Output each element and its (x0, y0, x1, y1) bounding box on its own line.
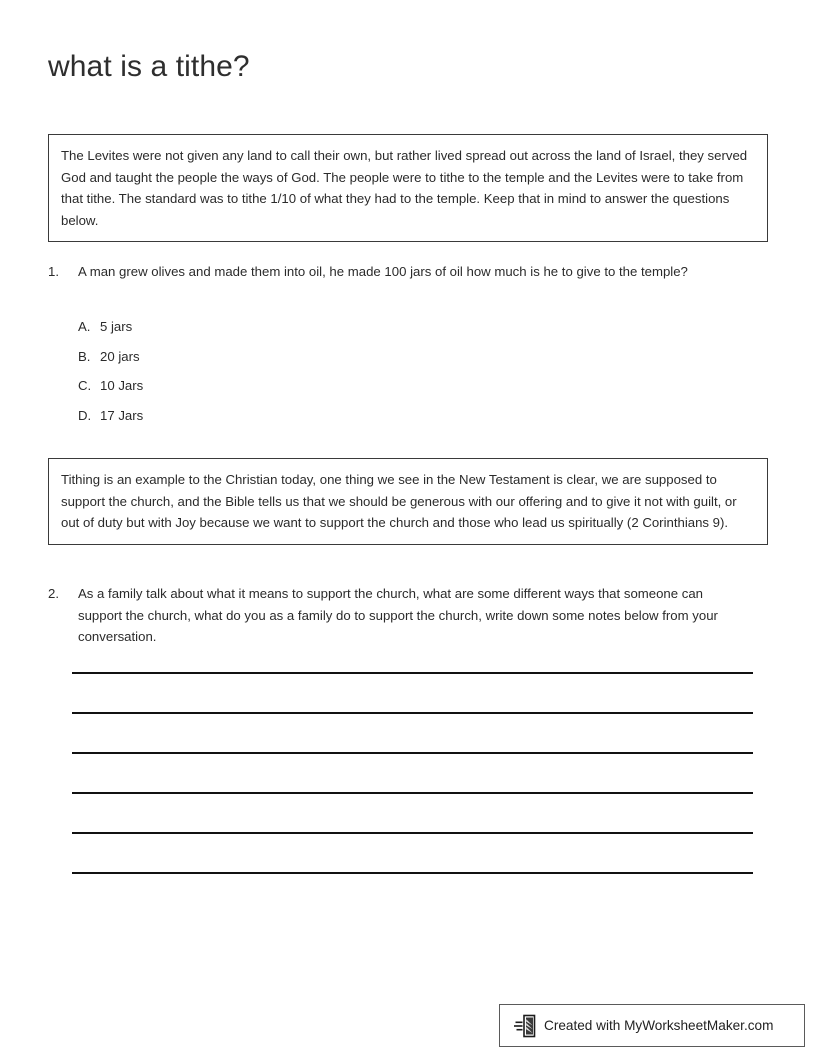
question-1-text: A man grew olives and made them into oil, he made 100 jars of oil how much is he to give to the temple? (78, 264, 688, 279)
passage-box-2 (48, 458, 768, 545)
question-2-text: As a family talk about what it means to support the church, what are some different ways that someone can support the church, what do you as a family do to support the church, write down some notes below from your conversation. (78, 586, 718, 644)
answer-line[interactable] (72, 792, 753, 794)
question-2 (48, 583, 760, 648)
answer-line[interactable] (72, 872, 753, 874)
worksheet-maker-logo-icon (514, 1014, 536, 1038)
answer-line[interactable] (72, 752, 753, 754)
question-1-options (78, 319, 478, 437)
option-d[interactable] (78, 408, 478, 438)
passage-text-1: The Levites were not given any land to call their own, but rather lived spread out across the land of Israel, they served God and taught the people the ways of God. The people were to tithe to the temple and the Levites were to take from that tithe. The standard was to tithe 1/10 of what they had to the temple. Keep that in mind to answer the questions below. (61, 148, 748, 228)
option-d-letter: D. (78, 407, 92, 423)
footer-badge[interactable] (499, 1004, 805, 1047)
option-a-letter: A. (78, 319, 91, 334)
footer-badge-text: Created with MyWorksheetMaker.com (544, 1017, 774, 1033)
answer-line[interactable] (72, 832, 753, 834)
answer-lines (72, 672, 753, 874)
option-a-label: 5 jars (100, 319, 133, 334)
option-b-label: 20 jars (100, 348, 140, 364)
passage-text-2: Tithing is an example to the Christian today, one thing we see in the New Testament is clear, we are supposed to support the church, and the Bible tells us that we should be generous with our offering and to give it not with guilt, or out of duty but with Joy because we want to support the church and those who lead us spiritually (2 Corinthians 9). (61, 472, 737, 530)
option-b-letter: B. (78, 348, 91, 364)
page-title: what is a tithe? (48, 50, 250, 83)
option-c-label: 10 Jars (100, 378, 144, 393)
question-1 (48, 261, 760, 283)
passage-box-1 (48, 134, 768, 242)
option-c[interactable] (78, 378, 478, 408)
question-1-number: 1. (48, 264, 59, 279)
option-b[interactable] (78, 349, 478, 379)
question-2-number: 2. (48, 586, 59, 601)
answer-line[interactable] (72, 712, 753, 714)
option-a[interactable] (78, 319, 478, 349)
answer-line[interactable] (72, 672, 753, 674)
option-d-label: 17 Jars (100, 407, 144, 423)
option-c-letter: C. (78, 378, 92, 393)
